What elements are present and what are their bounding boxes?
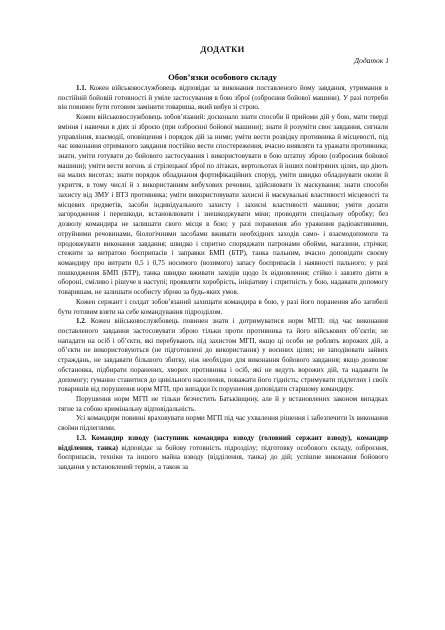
paragraph-text: Кожен військовослужбовець відповідає за виконання поставленого йому завдання, утримання в постійній бойовій готовності й уміле застосування в бою зброї (озброєння бойової машини). У разі потреби він повинен бути готовим замінити товариша, який вибув зі строю. bbox=[58, 84, 388, 112]
paragraph bbox=[58, 84, 388, 113]
paragraph bbox=[58, 317, 388, 395]
paragraph-number: 1.1. bbox=[76, 84, 87, 92]
paragraph bbox=[58, 434, 388, 473]
paragraph-heading: 1.3. Командир взводу (заступник командира взводу (головний сержант взводу), командир відділення, танка) bbox=[58, 433, 388, 452]
paragraph bbox=[58, 395, 388, 414]
page-title: ДОДАТКИ bbox=[200, 44, 245, 54]
paragraph-text: Кожен військовослужбовець зобов’язаний: досконало знати способи й прийоми дій у бою, мати тверді вміння і навички в діях зі зброєю (при озброєнні бойової машини); знати й розуміти своє завдання, сигнали управління, взаємодії, оповіщення і порядок дій за ними; уміти вести розвідку противника й місцевості, під час виконання отриманого завдання постійно вести спостереження, вчасно виявляти та уражати противника; знати, уміти готувати до бойового застосування і використовувати в бою штатну зброю (озброєння бойової машини); уміти вести вогонь зі стрілецької зброї по літаках, вертольотах й інших повітряних цілях, що діють на малих висотах; знати порядок обладнання фортифікаційних споруд, уміти швидко обладнувати окопи й укриття, в тому числі й з використанням вибухових речовин, здійснювати їх маскування; знати способи захисту від ЗМУ і ВТЗ противника; уміти використовувати захисні й маскувальні властивості місцевості та місцевих предметів, засоби індивідуального захисту і захисні властивості машини; уміти долати загородження і перешкоди, встановлювати і знешкоджувати міни; проводити спеціальну обробку; без дозволу командира не залишати свого місця в бою; у разі поранення або ураження радіоактивними, отруйними речовинами, біологічними засобами вживати необхідних заходів само- і взаємодопомоги та продовжувати виконання завдання; швидко і спритно споряджати патронами обойми, магазини, стрічки; стежити за витратою боєприпасів і заправки БМП (БТР), танка пальним, вчасно доповідати своєму командиру про витрати 0,5 і 0,75 носимого (возимого) запасу боєприпасів і наявності пального; у разі пошкодження БМП (БТР), танка швидко вживати заходів щодо їх відновлення; стійко і завзято діяти в обороні, сміливо і рішуче в наступі; проявляти хоробрість, ініціативу і спритність у бою, надавати допомогу товаришам, не залишати особисту зброю за будь-яких умов. bbox=[58, 113, 388, 297]
paragraph-number: 1.2 bbox=[76, 317, 85, 326]
section-title: Обов’язки особового складу bbox=[168, 72, 277, 82]
paragraph bbox=[58, 113, 388, 298]
document-body bbox=[58, 84, 388, 473]
paragraph bbox=[58, 414, 388, 433]
annex-label: Додаток 1 bbox=[354, 56, 389, 65]
paragraph-text: . Кожен військовослужбовець повинен знати і дотримуватися норм МГП: під час виконання поставленого завдання застосовувати зброю тільки проти противника та його військових об’єктів; не нападати на осіб і об’єкти, які перебувають під захистом МГП, якщо ці особи не роблять ворожих дій, а об’єкти не використовуються (не підготовлені до використання) у воєнних цілях; не заподіювати зайвих страждань, не завдавати більшого збитку, ніж необхідно для виконання бойового завдання; якщо дозволяє обстановка, підбирати поранених, хворих противника і осіб, які не ведуть ворожих дій, та надавати їм допомогу; гуманно ставитися до цивільного населення, поважати його гідність; стримувати підлеглих і своїх товаришів від порушення норм МГП, про випадки їх порушення доповідати старшому командиру. bbox=[58, 317, 388, 394]
paragraph-text: Порушення норм МГП не тільки безчестить Батьківщину, але й у встановлених законом випадках тягне за собою кримінальну відповідальність. bbox=[58, 395, 388, 413]
paragraph-text: відповідає за бойову готовність підрозділу; підготовку особового складу, озброєння, боєприпасів, техніки та іншого майна взводу (відділення, танка) до дій; успішне виконання бойового завдання у встановлений термін, а також за bbox=[58, 443, 388, 472]
paragraph-text: Усі командири повинні враховувати норми МГП під час ухвалення рішення і забезпечити їх виконання своїми підлеглими. bbox=[58, 414, 388, 433]
paragraph-text: Кожен сержант і солдат зобов’язаний захищати командира в бою, у разі його поранення або загибелі бути готовим взяти на себе командування підрозділом. bbox=[58, 297, 388, 316]
paragraph bbox=[58, 298, 388, 317]
